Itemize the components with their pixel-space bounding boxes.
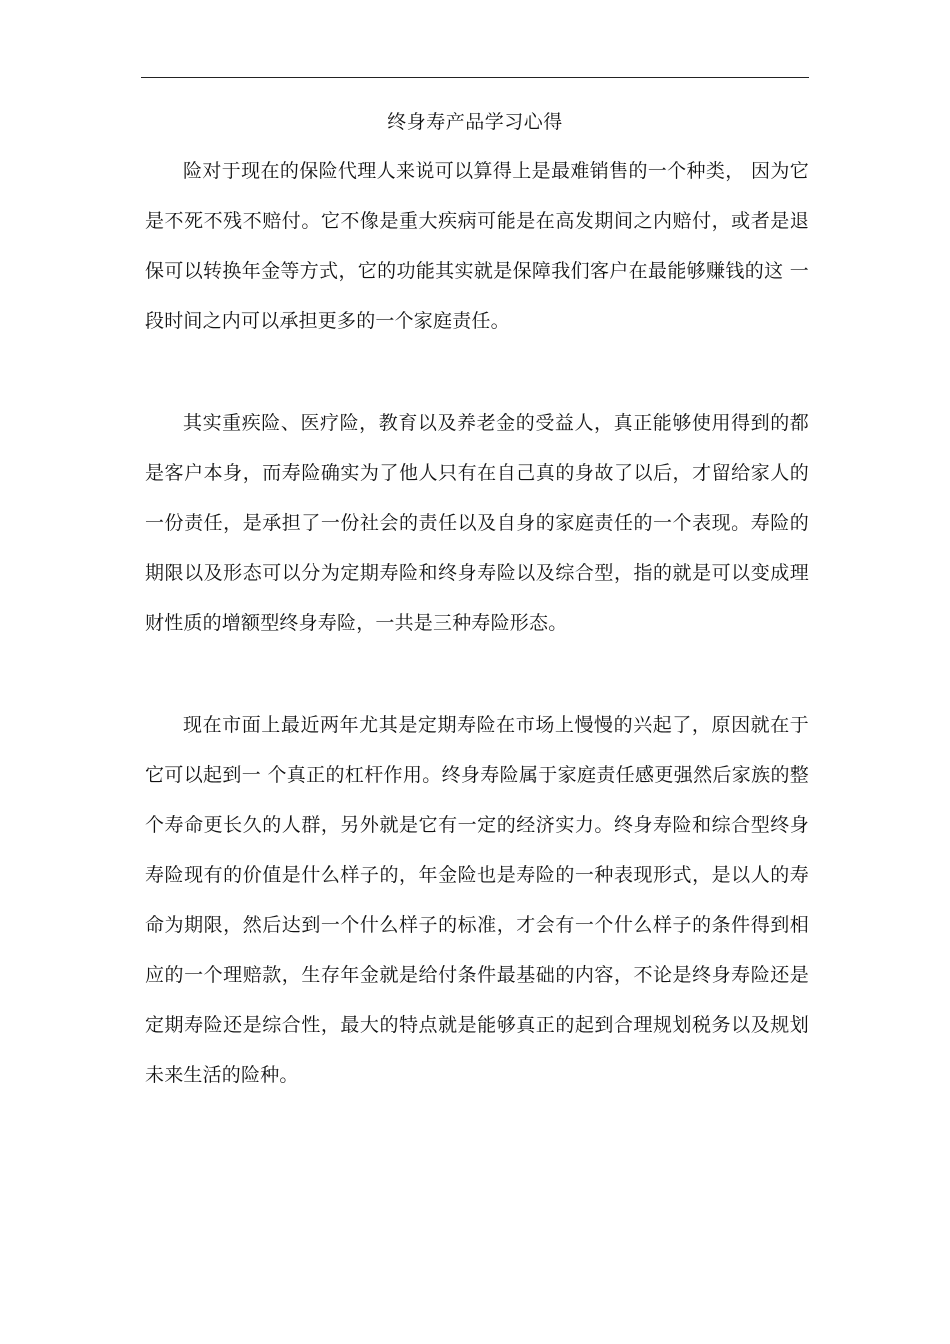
paragraph-1: 险对于现在的保险代理人来说可以算得上是最难销售的一个种类， 因为它是不死不残不赔付。它不像是重大疾病可能是在高发期间之内赔付，或者是退保可以转换年金等方式，它的功能其实就是保障我们客户在最能够赚钱的这 一段时间之内可以承担更多的一个家庭责任。 <box>145 160 809 332</box>
document-body <box>145 146 809 1152</box>
paragraph-2: 其实重疾险、医疗险，教育以及养老金的受益人，真正能够使用得到的都是客户本身，而寿险确实为了他人只有在自己真的身故了以后，才留给家人的一份责任，是承担了一份社会的责任以及自身的家庭责任的一个表现。寿险的期限以及形态可以分为定期寿险和终身寿险以及综合型，指的就是可以变成理财性质的增额型终身寿险，一共是三种寿险形态。 <box>145 412 809 634</box>
document-title: 终身寿产品学习心得 <box>387 111 563 133</box>
paragraph-3: 现在市面上最近两年尤其是定期寿险在市场上慢慢的兴起了，原因就在于它可以起到一 个真正的杠杆作用。终身寿险属于家庭责任感更强然后家族的整个寿命更长久的人群，另外就是它有一定的经济实力。终身寿险和综合型终身寿险现有的价值是什么样子的，年金险也是寿险的一种表现形式，是以人的寿命为期限，然后达到一个什么样子的标准，才会有一个什么样子的条件得到相应的一个理赔款，生存年金就是给付条件最基础的内容，不论是终身寿险还是定期寿险还是综合性，最大的特点就是能够真正的起到合理规划税务以及规划未来生活的险种。 <box>145 714 809 1086</box>
header-rule <box>141 77 809 78</box>
